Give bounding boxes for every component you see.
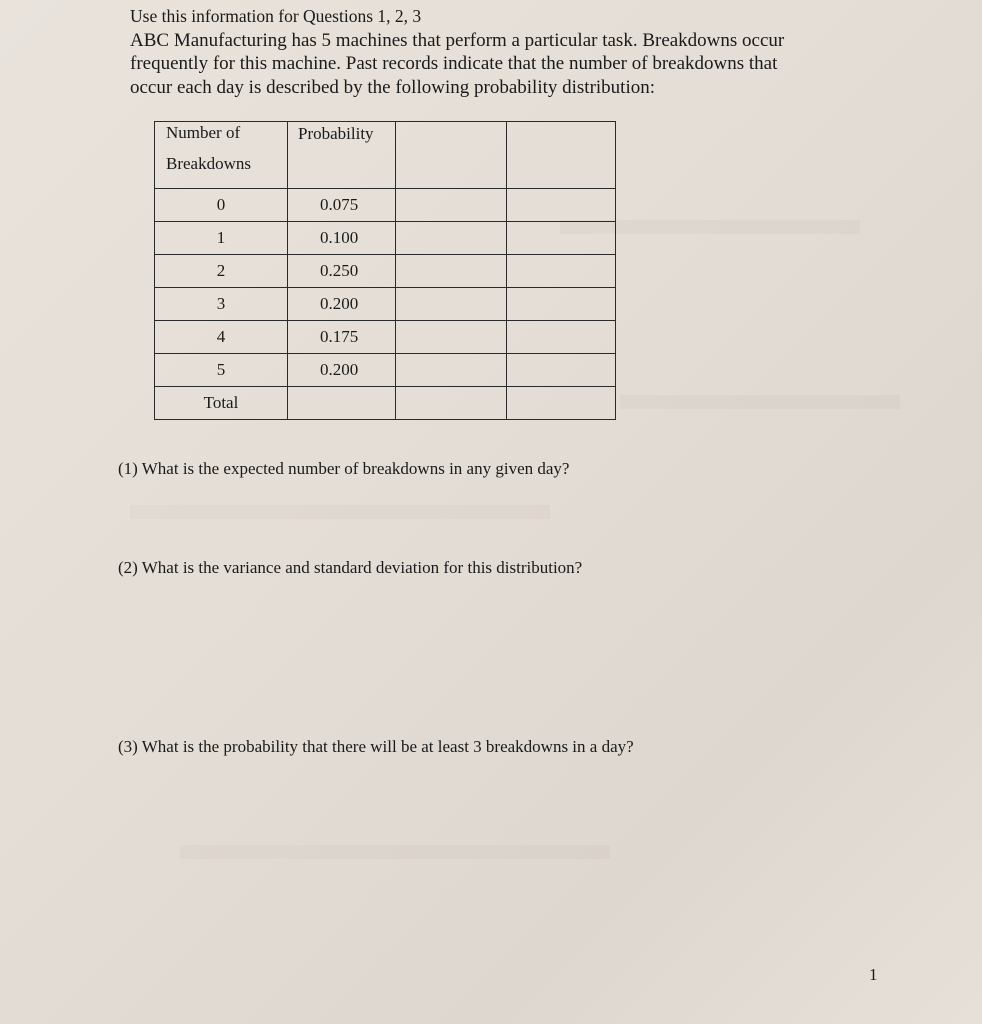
bleed-through-mark	[130, 505, 550, 519]
blank-cell	[507, 354, 616, 387]
blank-cell	[396, 288, 507, 321]
probability-cell: 0.100	[288, 222, 396, 255]
intro-paragraph	[130, 5, 890, 99]
probability-cell: 0.075	[288, 189, 396, 222]
blank-cell	[507, 321, 616, 354]
blank-cell	[507, 222, 616, 255]
header-blank-col-3	[396, 122, 507, 189]
probability-cell: 0.200	[288, 354, 396, 387]
table-total-row	[155, 387, 616, 420]
question-2: (2) What is the variance and standard deviation for this distribution?	[118, 558, 583, 577]
probability-distribution-table	[154, 121, 616, 420]
breakdowns-cell: 0	[155, 189, 288, 222]
intro-line-4: occur each day is described by the following probability distribution:	[130, 76, 656, 98]
table-row	[155, 222, 616, 255]
table-row	[155, 255, 616, 288]
total-probability-cell	[288, 387, 396, 420]
bleed-through-mark	[180, 845, 610, 859]
blank-cell	[396, 321, 507, 354]
breakdowns-cell: 2	[155, 255, 288, 288]
table-row	[155, 189, 616, 222]
table-row	[155, 354, 616, 387]
breakdowns-cell: 3	[155, 288, 288, 321]
table-header-row	[155, 122, 616, 189]
header-number-of-breakdowns	[155, 122, 288, 189]
question-3: (3) What is the probability that there will be at least 3 breakdowns in a day?	[118, 737, 634, 756]
probability-cell: 0.175	[288, 321, 396, 354]
header-blank-col-4	[507, 122, 616, 189]
probability-cell: 0.200	[288, 288, 396, 321]
blank-cell	[507, 255, 616, 288]
intro-line-3: frequently for this machine. Past records indicate that the number of breakdowns that	[130, 53, 778, 74]
page-number: 1	[869, 965, 878, 984]
blank-cell	[396, 387, 507, 420]
table-row	[155, 288, 616, 321]
table-row	[155, 321, 616, 354]
blank-cell	[396, 354, 507, 387]
bleed-through-mark	[620, 395, 900, 409]
blank-cell	[396, 255, 507, 288]
blank-cell	[507, 189, 616, 222]
blank-cell	[396, 222, 507, 255]
intro-line-2: ABC Manufacturing has 5 machines that perform a particular task. Breakdowns occur	[130, 29, 785, 51]
blank-cell	[507, 288, 616, 321]
total-label-cell: Total	[155, 387, 288, 420]
breakdowns-cell: 1	[155, 222, 288, 255]
header-probability: Probability	[288, 122, 396, 189]
breakdowns-cell: 5	[155, 354, 288, 387]
intro-line-1: Use this information for Questions 1, 2, 3	[130, 6, 422, 26]
blank-cell	[507, 387, 616, 420]
header-label-line-2: Breakdowns	[166, 154, 251, 173]
question-1: (1) What is the expected number of breakdowns in any given day?	[118, 459, 570, 478]
probability-cell: 0.250	[288, 255, 396, 288]
header-label-line-1: Number of	[166, 123, 241, 142]
breakdowns-cell: 4	[155, 321, 288, 354]
blank-cell	[396, 189, 507, 222]
